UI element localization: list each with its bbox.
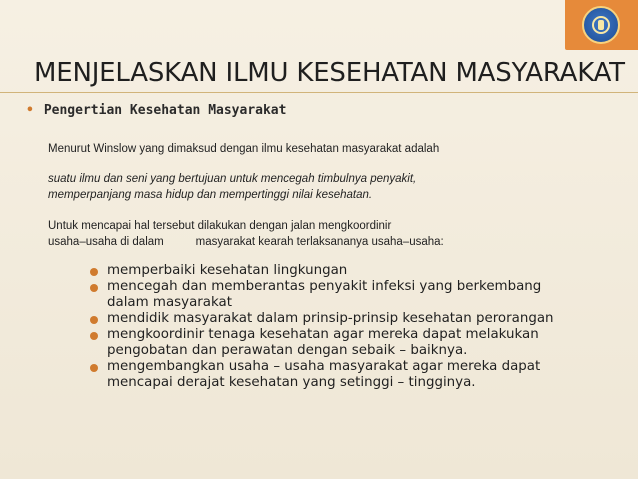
section-heading: Pengertian Kesehatan Masyarakat — [43, 103, 287, 118]
list-item: mendidik masyarakat dalam prinsip-prinsip kesehatan perorangan — [90, 311, 610, 327]
definition-text: suatu ilmu dan seni yang bertujuan untuk mencegah timbulnya penyakit, memperpanjang masa hidup dan mempertinggi nilai kesehatan. — [48, 173, 417, 201]
logo-badge — [565, 0, 638, 50]
section-heading-row — [26, 103, 606, 118]
effort-list — [90, 263, 610, 391]
bullet-icon — [90, 332, 98, 340]
list-item: mencegah dan memberantas penyakit infeksi yang berkembang dalam masyarakat — [90, 279, 610, 311]
bullet-icon — [90, 284, 98, 292]
list-item: memperbaiki kesehatan lingkungan — [90, 263, 610, 279]
list-item: mengkoordinir tenaga kesehatan agar mereka dapat melakukan pengobatan dan perawatan dengan sebaik – baiknya. — [90, 327, 610, 359]
bullet-icon: • — [26, 103, 34, 118]
bullet-icon — [90, 364, 98, 372]
title-divider — [0, 92, 638, 93]
bullet-icon — [90, 316, 98, 324]
bullet-icon — [90, 268, 98, 276]
slide-title: MENJELASKAN ILMU KESEHATAN MASYARAKAT — [34, 58, 625, 88]
effort-intro: Untuk mencapai hal tersebut dilakukan dengan jalan mengkoordinir usaha–usaha di dalam masyarakat kearah terlaksananya usaha–usaha: — [48, 220, 444, 248]
list-item: mengembangkan usaha – usaha masyarakat agar mereka dapat mencapai derajat kesehatan yang setinggi – tingginya. — [90, 359, 610, 391]
emblem-icon — [582, 6, 620, 44]
definition-intro: Menurut Winslow yang dimaksud dengan ilmu kesehatan masyarakat adalah — [48, 143, 440, 155]
